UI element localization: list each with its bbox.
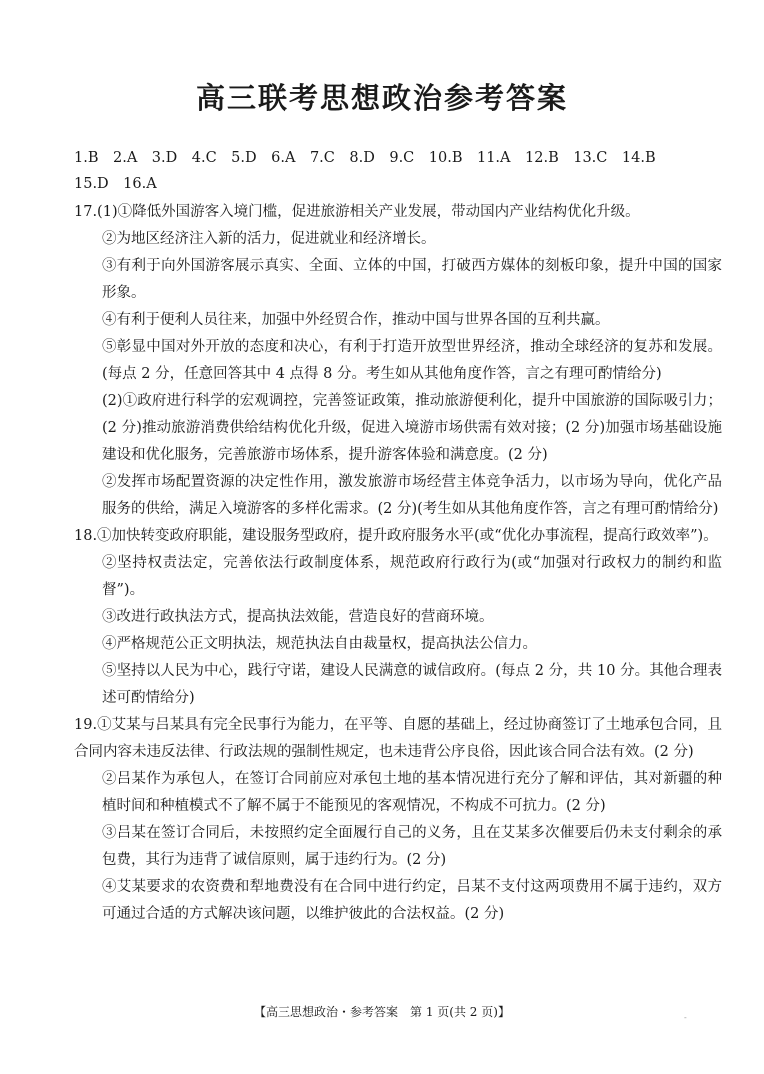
question-19 (74, 712, 722, 928)
answers-line: 1.B 2.A 3.D 4.C 5.D 6.A 7.C 8.D 9.C 10.B 11.A 12.B 13.C 14.B (74, 150, 656, 166)
q17-paragraph: 17.(1)①降低外国游客入境门槛，促进旅游相关产业发展，带动国内产业结构优化升级。 (74, 204, 640, 220)
answer-content (74, 199, 722, 928)
q19-paragraph: 19.①艾某与吕某具有完全民事行为能力，在平等、自愿的基础上，经过协商签订了土地承包合同，且合同内容未违反法律、行政法规的强制性规定，也未违背公序良俗，因此该合同合法有效。(2 分) (74, 717, 722, 760)
question-18 (74, 523, 722, 712)
multiple-choice-answers (74, 145, 714, 197)
q17-paragraph: ③有利于向外国游客展示真实、全面、立体的中国，打破西方媒体的刻板印象，提升中国的国家形象。 (102, 258, 722, 301)
q17-paragraph: ②发挥市场配置资源的决定性作用，激发旅游市场经营主体竞争活力，以市场为导向，优化产品服务的供给，满足入境游客的多样化需求。(2 分)(考生如从其他角度作答，言之有理可酌情给分) (102, 474, 722, 517)
corner-mark: - (684, 1013, 687, 1022)
q18-paragraph: ②坚持权责法定，完善依法行政制度体系，规范政府行政行为(或“加强对行政权力的制约和监督”)。 (102, 555, 722, 598)
q18-paragraph: 18.①加快转变政府职能，建设服务型政府，提升政府服务水平(或“优化办事流程，提高行政效率”)。 (74, 528, 718, 544)
q18-paragraph: ④严格规范公正文明执法，规范执法自由裁量权，提高执法公信力。 (102, 636, 537, 652)
q18-paragraph: ③改进行政执法方式，提高执法效能，营造良好的营商环境。 (102, 609, 494, 625)
q19-paragraph: ④艾某要求的农资费和犁地费没有在合同中进行约定，吕某不支付这两项费用不属于违约，双方可通过合适的方式解决该问题，以维护彼此的合法权益。(2 分) (102, 879, 722, 922)
page-footer: 【高三思想政治・参考答案 第 1 页(共 2 页)】 (254, 1005, 510, 1019)
q19-paragraph: ③吕某在签订合同后，未按照约定全面履行自己的义务，且在艾某多次催要后仍未支付剩余的承包费，其行为违背了诚信原则，属于违约行为。(2 分) (102, 825, 722, 868)
q19-paragraph: ②吕某作为承包人，在签订合同前应对承包土地的基本情况进行充分了解和评估，其对新疆的种植时间和种植模式不了解不属于不能预见的客观情况，不构成不可抗力。(2 分) (102, 771, 722, 814)
q18-paragraph: ⑤坚持以人民为中心，践行守诺，建设人民满意的诚信政府。(每点 2 分，共 10 分。其他合理表述可酌情给分) (102, 663, 722, 706)
question-17 (74, 199, 722, 523)
q17-paragraph: ⑤彰显中国对外开放的态度和决心，有利于打造开放型世界经济，推动全球经济的复苏和发展。(每点 2 分，任意回答其中 4 点得 8 分。考生如从其他角度作答，言之有理可酌情给分) (102, 339, 722, 382)
q17-paragraph: ④有利于便利人员往来，加强中外经贸合作，推动中国与世界各国的互利共赢。 (102, 312, 610, 328)
answers-line: 15.D 16.A (74, 176, 157, 192)
page-title: 高三联考思想政治参考答案 (195, 81, 568, 115)
q17-paragraph: ②为地区经济注入新的活力，促进就业和经济增长。 (102, 231, 436, 247)
q17-paragraph: (2)①政府进行科学的宏观调控，完善签证政策，推动旅游便利化，提升中国旅游的国际吸引力；(2 分)推动旅游消费供给结构优化升级，促进入境游市场供需有效对接；(2 分)加强市场基础设施建设和优化服务，完善旅游市场体系，提升游客体验和满意度。(2 分) (102, 393, 722, 463)
